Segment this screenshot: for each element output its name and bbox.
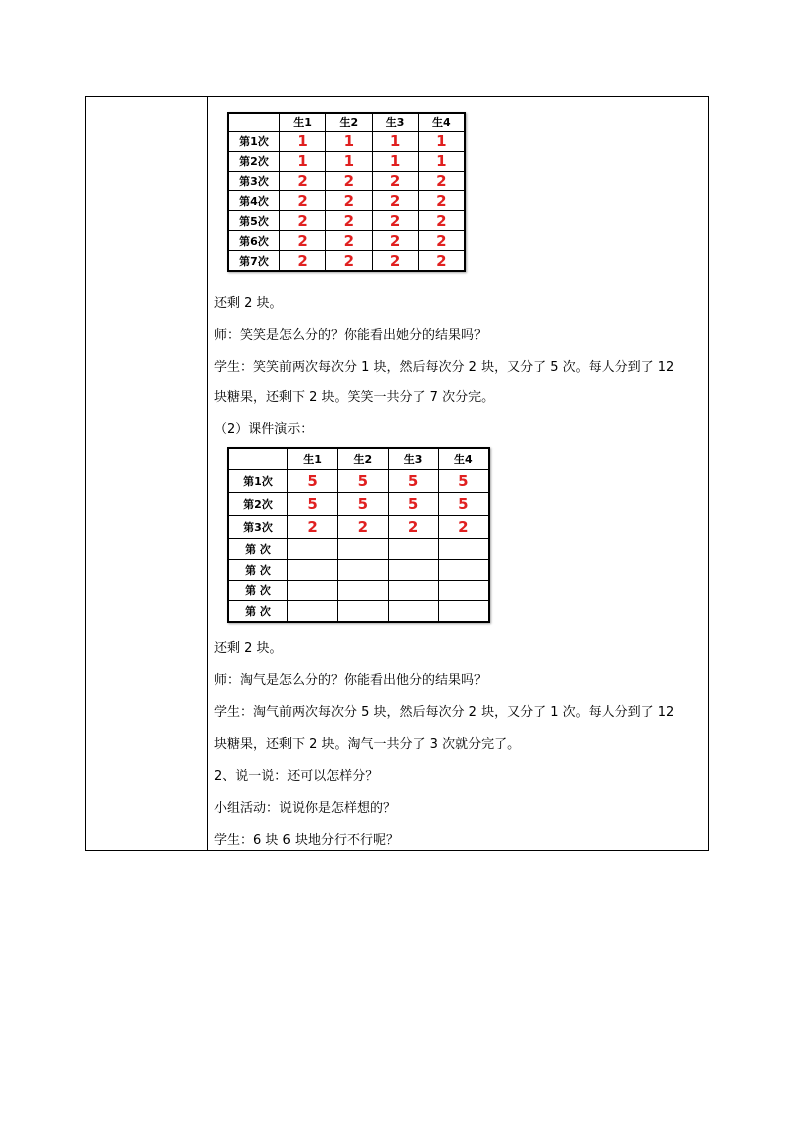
table-cell: 5: [438, 492, 488, 515]
table-cell: [388, 580, 438, 601]
teacher-question-1: 师：笑笑是怎么分的？你能看出她分的结果吗？: [214, 328, 488, 343]
table-cell: [438, 580, 488, 601]
distribution-table-2: [227, 447, 490, 623]
table-cell: 2: [326, 231, 372, 251]
table-cell: 2: [280, 211, 326, 231]
column-header: 生1: [288, 449, 338, 470]
row-label: 第6次: [229, 231, 280, 251]
table-cell: [388, 601, 438, 622]
table-cell: [288, 559, 338, 580]
student-answer-2-line1: 学生：淘气前两次每次分 5 块，然后每次分 2 块，又分了 1 次。每人分到了 12: [214, 705, 675, 720]
table-cell: 5: [338, 469, 388, 492]
table-cell: 2: [326, 171, 372, 191]
table-cell: 1: [280, 131, 326, 151]
section-heading-2: 2、说一说：还可以怎样分？: [214, 769, 379, 784]
table-cell: 5: [338, 492, 388, 515]
table-cell: 2: [326, 251, 372, 271]
table-cell: [438, 559, 488, 580]
table-row: [229, 469, 489, 492]
table-corner: [229, 114, 280, 132]
distribution-grid-1: [228, 113, 465, 271]
table-corner: [229, 449, 288, 470]
table-cell: [338, 580, 388, 601]
table-row: [229, 231, 465, 251]
table-cell: 1: [326, 131, 372, 151]
table-cell: 2: [418, 231, 464, 251]
table-header-row: [229, 449, 489, 470]
table-cell: 2: [280, 191, 326, 211]
table-cell: 1: [280, 151, 326, 171]
table-cell: 5: [388, 492, 438, 515]
table-cell: 2: [280, 171, 326, 191]
table-row: [229, 539, 489, 560]
table-cell: 2: [326, 191, 372, 211]
table-cell: 2: [418, 171, 464, 191]
row-label: 第4次: [229, 191, 280, 211]
table-row: [229, 151, 465, 171]
table-cell: 2: [388, 515, 438, 538]
table-cell: [388, 559, 438, 580]
table-cell: 2: [372, 191, 418, 211]
row-label: 第3次: [229, 515, 288, 538]
student-answer-1-line1: 学生：笑笑前两次每次分 1 块，然后每次分 2 块，又分了 5 次。每人分到了 12: [214, 360, 675, 375]
student-answer-1-line2: 块糖果，还剩下 2 块。笑笑一共分了 7 次分完。: [214, 390, 495, 405]
remaining-text-1: 还剩 2 块。: [214, 296, 283, 311]
column-header: 生3: [372, 114, 418, 132]
table-row: [229, 131, 465, 151]
table-cell: 2: [418, 191, 464, 211]
table-row: [229, 515, 489, 538]
table-cell: 2: [372, 251, 418, 271]
student-answer-3: 学生：6 块 6 块地分行不行呢？: [214, 833, 399, 848]
distribution-table-1: [227, 112, 466, 272]
table-row: [229, 191, 465, 211]
table-cell: 1: [418, 151, 464, 171]
column-header: 生2: [326, 114, 372, 132]
table-cell: 5: [288, 492, 338, 515]
row-label: 第 次: [229, 539, 288, 560]
distribution-grid-2: [228, 448, 489, 622]
column-header: 生1: [280, 114, 326, 132]
row-label: 第1次: [229, 469, 288, 492]
table-cell: 2: [326, 211, 372, 231]
demo-heading: （2）课件演示：: [214, 422, 314, 437]
table-cell: [338, 601, 388, 622]
table-row: [229, 211, 465, 231]
group-activity: 小组活动：说说你是怎样想的？: [214, 801, 397, 816]
table-cell: 2: [372, 171, 418, 191]
column-header: 生4: [438, 449, 488, 470]
table-cell: [438, 539, 488, 560]
row-label: 第 次: [229, 559, 288, 580]
row-label: 第 次: [229, 601, 288, 622]
row-label: 第7次: [229, 251, 280, 271]
table-cell: [438, 601, 488, 622]
table-cell: [388, 539, 438, 560]
column-divider: [207, 97, 208, 850]
row-label: 第2次: [229, 492, 288, 515]
row-label: 第 次: [229, 580, 288, 601]
table-cell: 2: [338, 515, 388, 538]
row-label: 第5次: [229, 211, 280, 231]
table-row: [229, 251, 465, 271]
teacher-question-2: 师：淘气是怎么分的？你能看出他分的结果吗？: [214, 673, 488, 688]
table-cell: 2: [372, 231, 418, 251]
table-cell: [338, 539, 388, 560]
table-row: [229, 171, 465, 191]
column-header: 生2: [338, 449, 388, 470]
table-cell: 2: [418, 251, 464, 271]
table-row: [229, 559, 489, 580]
table-cell: 2: [418, 211, 464, 231]
row-label: 第2次: [229, 151, 280, 171]
column-header: 生4: [418, 114, 464, 132]
table-cell: 2: [280, 231, 326, 251]
table-header-row: [229, 114, 465, 132]
table-cell: 1: [326, 151, 372, 171]
table-cell: 1: [418, 131, 464, 151]
row-label: 第3次: [229, 171, 280, 191]
table-cell: [288, 580, 338, 601]
table-row: [229, 492, 489, 515]
remaining-text-2: 还剩 2 块。: [214, 641, 283, 656]
table-cell: 2: [372, 211, 418, 231]
row-label: 第1次: [229, 131, 280, 151]
table-row: [229, 601, 489, 622]
table-cell: 2: [288, 515, 338, 538]
table-cell: 5: [438, 469, 488, 492]
table-cell: 1: [372, 151, 418, 171]
table-cell: 5: [388, 469, 438, 492]
column-header: 生3: [388, 449, 438, 470]
table-cell: 5: [288, 469, 338, 492]
table-cell: 2: [280, 251, 326, 271]
table-cell: [288, 601, 338, 622]
student-answer-2-line2: 块糖果，还剩下 2 块。淘气一共分了 3 次就分完了。: [214, 737, 521, 752]
table-cell: 2: [438, 515, 488, 538]
table-cell: [288, 539, 338, 560]
table-row: [229, 580, 489, 601]
table-cell: 1: [372, 131, 418, 151]
table-cell: [338, 559, 388, 580]
